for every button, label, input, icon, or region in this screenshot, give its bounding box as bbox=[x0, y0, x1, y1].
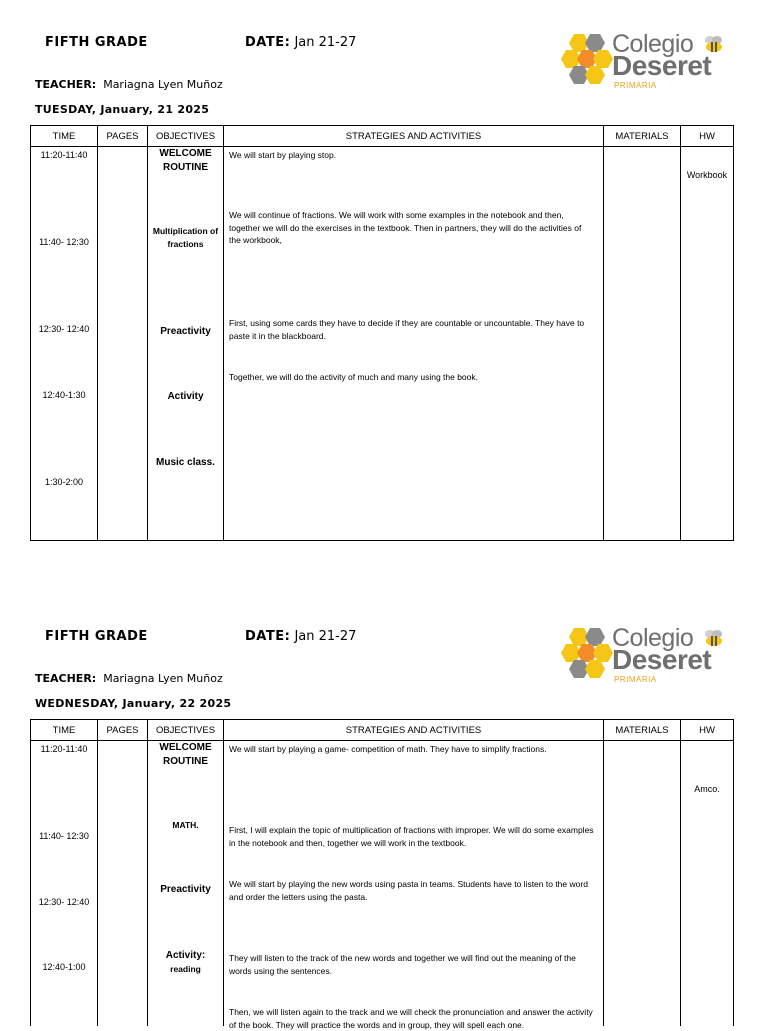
logo-text-primaria: PRIMARIA bbox=[614, 81, 657, 90]
hw-entry: Amco. bbox=[694, 784, 720, 794]
time-entry: 11:20-11:40 bbox=[40, 744, 88, 754]
col-pages: PAGES bbox=[98, 720, 148, 741]
objective-entry: Music class. bbox=[156, 457, 215, 468]
hw-cell bbox=[681, 741, 734, 1026]
col-time: TIME bbox=[31, 720, 98, 741]
time-entry: 12:30- 12:40 bbox=[38, 897, 90, 907]
bee-icon bbox=[702, 629, 726, 647]
table-header-row bbox=[31, 720, 734, 741]
time-entry: 11:40- 12:30 bbox=[39, 237, 89, 247]
strategy-entry: We will start by playing stop. bbox=[229, 150, 337, 160]
time-entry: 1:30-2:00 bbox=[44, 477, 84, 487]
col-hw: HW bbox=[681, 720, 734, 741]
col-materials: MATERIALS bbox=[604, 126, 681, 147]
school-logo bbox=[560, 624, 732, 686]
col-objectives: OBJECTIVES bbox=[148, 126, 224, 147]
objective-entry: reading bbox=[170, 964, 201, 974]
objective-entry: WELCOME ROUTINE bbox=[159, 742, 212, 767]
objective-entry: MATH. bbox=[172, 820, 199, 830]
date-line: DATE: Jan 21-27 bbox=[245, 629, 357, 644]
objectives-cell bbox=[148, 147, 224, 541]
objective-entry: Activity: bbox=[165, 950, 206, 961]
strategy-entry: We will start by playing a game- competition of math. They have to simplify fractions. bbox=[229, 744, 547, 754]
bee-icon bbox=[702, 35, 726, 53]
strategy-entry: They will listen to the track of the new words and together we will find out the meaning of the words using the sentences. bbox=[229, 953, 576, 976]
strategy-entry: First, using some cards they have to decide if they are countable or uncountable. They have to paste it in the blackboard. bbox=[229, 318, 585, 341]
time-entry: 11:40- 12:30 bbox=[39, 831, 89, 841]
table-row bbox=[31, 147, 734, 541]
teacher-line: TEACHER: Mariagna Lyen Muñoz bbox=[35, 672, 223, 685]
hw-entry: Workbook bbox=[686, 170, 728, 180]
materials-cell bbox=[604, 147, 681, 541]
strategy-entry: First, I will explain the topic of multiplication of fractions with improper. We will do some examples in the notebook and then, together we will work in the textbook. bbox=[229, 825, 594, 848]
col-strategies: STRATEGIES AND ACTIVITIES bbox=[224, 126, 604, 147]
day-title: TUESDAY, January, 21 2025 bbox=[35, 103, 210, 116]
pages-cell bbox=[98, 147, 148, 541]
col-strategies: STRATEGIES AND ACTIVITIES bbox=[224, 720, 604, 741]
strategies-cell bbox=[224, 741, 604, 1030]
logo-text-deseret: Deseret bbox=[612, 50, 712, 81]
logo-text-primaria: PRIMARIA bbox=[614, 675, 657, 684]
honeycomb-icon bbox=[560, 626, 614, 682]
strategies-cell bbox=[224, 147, 604, 541]
table-row bbox=[31, 741, 734, 1026]
objective-entry: Multiplication of fractions bbox=[152, 226, 219, 249]
grade-title: FIFTH GRADE bbox=[45, 629, 148, 644]
objective-entry: Activity bbox=[167, 391, 204, 402]
honeycomb-icon bbox=[560, 32, 614, 88]
col-hw: HW bbox=[681, 126, 734, 147]
col-materials: MATERIALS bbox=[604, 720, 681, 741]
logo-text-deseret: Deseret bbox=[612, 644, 712, 675]
time-entry: 11:20-11:40 bbox=[40, 150, 88, 160]
teacher-line: TEACHER: Mariagna Lyen Muñoz bbox=[35, 78, 223, 91]
logo-text-colegio: Colegio bbox=[612, 624, 694, 652]
col-objectives: OBJECTIVES bbox=[148, 720, 224, 741]
lesson-plan-table-wednesday bbox=[30, 719, 734, 1030]
objective-entry: WELCOME ROUTINE bbox=[159, 148, 212, 173]
time-entry: 12:30- 12:40 bbox=[38, 324, 90, 334]
strategy-entry: We will continue of fractions. We will work with some examples in the notebook and then, together we will do the exercises in the textbook. Then in partners, they will do the activities of the workbook, bbox=[229, 210, 582, 245]
strategy-entry: Together, we will do the activity of much and many using the book. bbox=[229, 372, 478, 382]
lesson-plan-table-tuesday bbox=[30, 125, 734, 541]
strategy-entry: Then, we will listen again to the track and we will check the pronunciation and answer the activity of the book. They will practice the words and in group, they will spell each one. bbox=[229, 1007, 593, 1030]
col-pages: PAGES bbox=[98, 126, 148, 147]
col-time: TIME bbox=[31, 126, 98, 147]
materials-cell bbox=[604, 741, 681, 1026]
objectives-cell bbox=[148, 741, 224, 1026]
objective-entry: Preactivity bbox=[160, 884, 211, 895]
time-entry: 12:40-1:00 bbox=[42, 962, 86, 972]
time-entry: 12:40-1:30 bbox=[42, 390, 86, 400]
date-line: DATE: Jan 21-27 bbox=[245, 35, 357, 50]
pages-cell bbox=[98, 741, 148, 1026]
grade-title: FIFTH GRADE bbox=[45, 35, 148, 50]
strategy-entry: We will start by playing the new words using pasta in teams. Students have to listen to the word and order the letters using the pasta. bbox=[229, 879, 588, 902]
hw-cell bbox=[681, 147, 734, 541]
time-cell bbox=[31, 741, 98, 1026]
school-logo bbox=[560, 30, 732, 92]
table-header-row bbox=[31, 126, 734, 147]
day-title: WEDNESDAY, January, 22 2025 bbox=[35, 697, 232, 710]
logo-text-colegio: Colegio bbox=[612, 30, 694, 58]
objective-entry: Preactivity bbox=[160, 326, 211, 337]
time-cell bbox=[31, 147, 98, 541]
